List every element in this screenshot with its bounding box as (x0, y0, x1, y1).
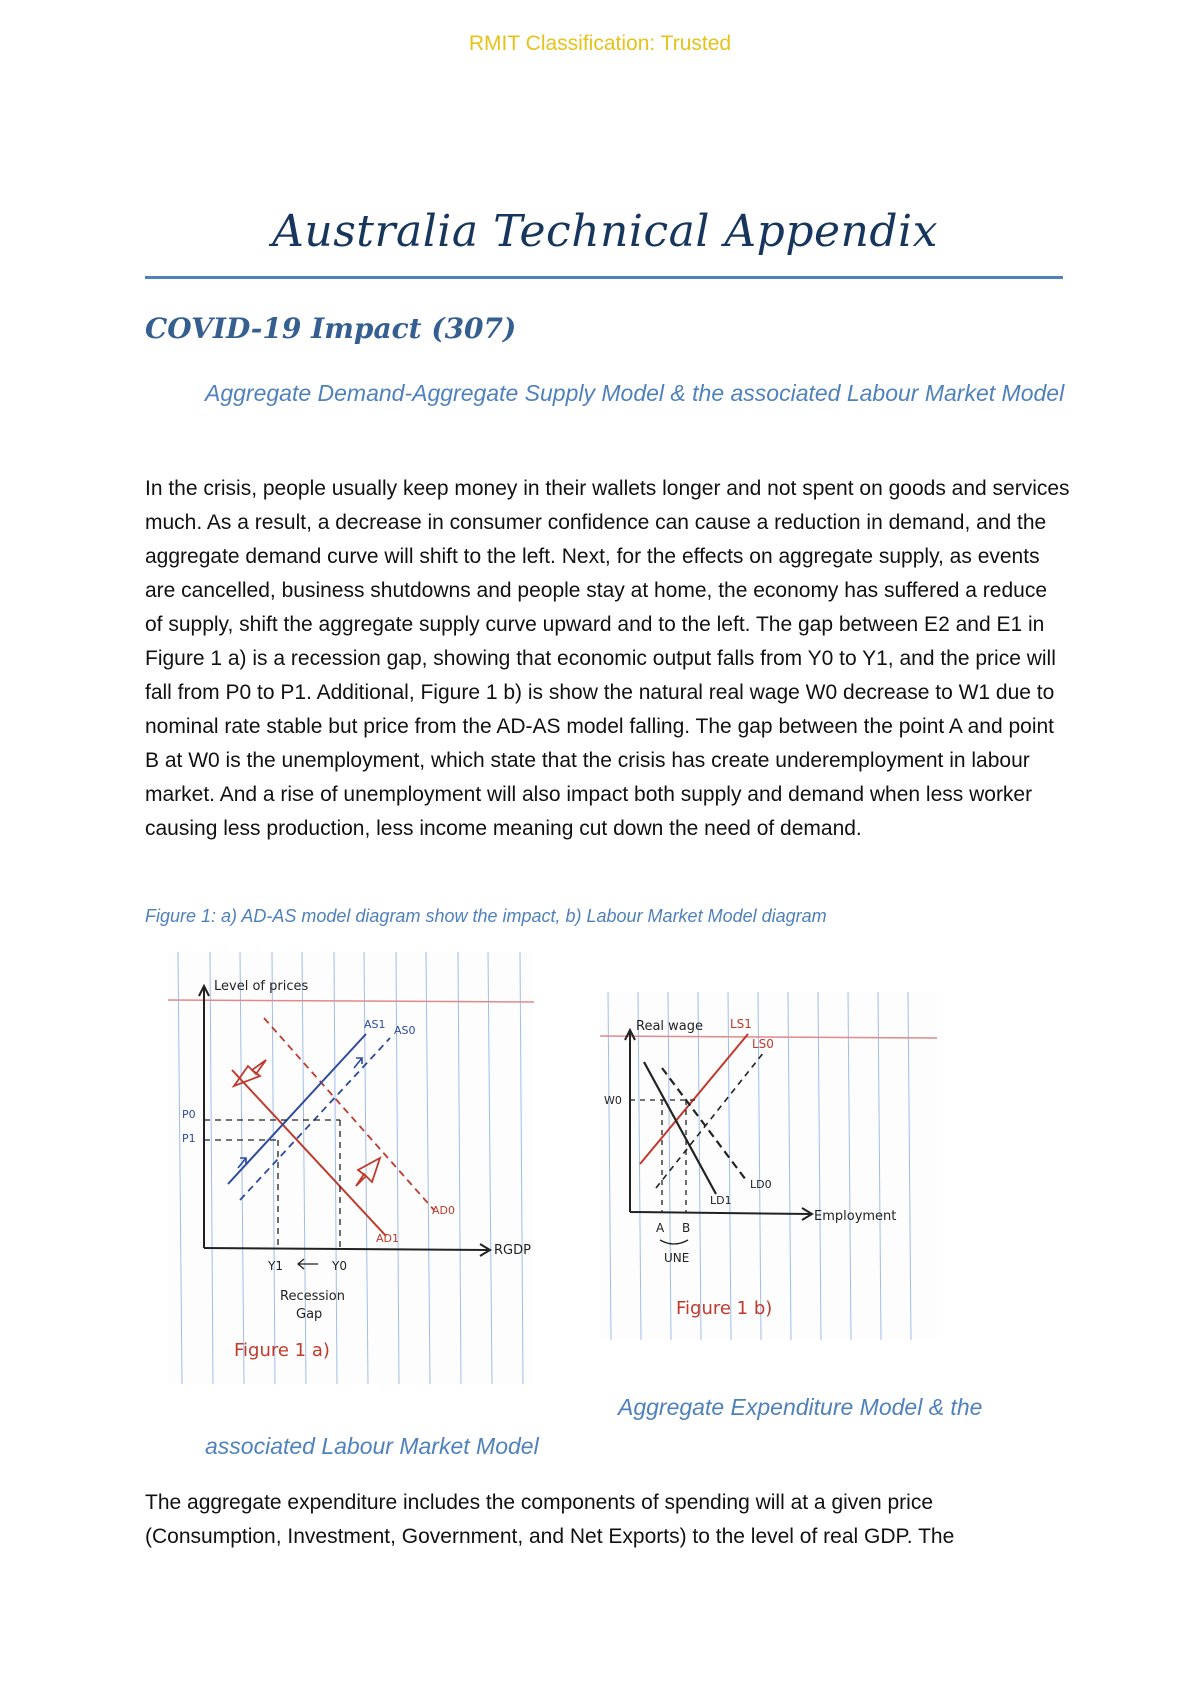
x-axis-label: RGDP (494, 1243, 531, 1258)
figure-1b-label: Figure 1 b) (676, 1298, 773, 1319)
figure-1a-ad-as-diagram (168, 952, 534, 1384)
ld0-curve (662, 1068, 746, 1180)
ls1-curve (640, 1034, 748, 1164)
y-axis-label: Real wage (636, 1019, 704, 1034)
ld0-label: LD0 (750, 1178, 772, 1191)
x-axis (204, 1248, 488, 1250)
ld1-label: LD1 (710, 1194, 732, 1207)
y-axis-label: Level of prices (214, 979, 309, 994)
une-label: UNE (664, 1251, 690, 1265)
ls0-label: LS0 (752, 1037, 774, 1051)
as0-label: AS0 (394, 1024, 416, 1037)
section-heading: COVID-19 Impact (307) (145, 312, 517, 345)
margin-line (168, 1000, 534, 1002)
figure-caption: Figure 1: a) AD-AS model diagram show the impact, b) Labour Market Model diagram (145, 906, 827, 926)
w0-tick: W0 (604, 1094, 622, 1107)
a-tick: A (656, 1221, 665, 1235)
ld1-curve (644, 1062, 716, 1194)
ruled-lines (178, 952, 523, 1384)
figure-1b-svg (600, 992, 937, 1340)
ad0-curve (264, 1018, 434, 1210)
body-paragraph-2: The aggregate expenditure includes the components of spending will at a given price (Consumption, Investment, Government, and Net Exports) to the level of real GDP. The (145, 1491, 955, 1548)
document-title: Australia Technical Appendix (272, 206, 938, 257)
title-underline (145, 276, 1063, 279)
ls1-label: LS1 (730, 1017, 752, 1031)
figure-1a-label: Figure 1 a) (234, 1340, 330, 1361)
figure-1a-svg (168, 952, 534, 1384)
ls0-curve (656, 1052, 764, 1188)
figure-1b-labour-market-diagram (600, 992, 937, 1340)
subsection-heading-ae-line2: associated Labour Market Model (205, 1433, 539, 1459)
y0-tick: Y0 (332, 1259, 347, 1273)
subsection-heading-ae-line1: Aggregate Expenditure Model & the (618, 1394, 983, 1420)
guide-lines (204, 1120, 340, 1248)
p1-tick: P1 (182, 1132, 196, 1145)
p0-tick: P0 (182, 1108, 196, 1121)
ad0-label: AD0 (432, 1204, 455, 1217)
guide-lines (630, 1100, 700, 1212)
classification-label: RMIT Classification: Trusted (468, 32, 732, 55)
x-axis-label: Employment (814, 1209, 897, 1224)
body-paragraph-1: In the crisis, people usually keep money in their wallets longer and not spent on goods and services much. As a result, a decrease in consumer confidence can cause a reduction in demand, and the aggregate demand curve will shift to the left. Next, for the effects on aggregate supply, as events are cancelled, business shutdowns and people stay at home, the economy has suffered a reduce of supply, shift the aggregate supply curve upward and to the left. The gap between E2 and E1 in Figure 1 a) is a recession gap, showing that economic output falls from Y0 to Y1, and the price will fall from P0 to P1. Additional, Figure 1 b) is show the natural real wage W0 decrease to W1 due to nominal rate stable but price from the AD-AS model falling. The gap between the point A and point B at W0 is the unemployment, which state that the crisis has create underemployment in labour market. And a rise of unemployment will also impact both supply and demand when less worker causing less production, less income meaning cut down the need of demand. (145, 477, 1070, 840)
b-tick: B (682, 1221, 691, 1235)
recession-gap-label-1: Recession (280, 1289, 345, 1304)
ad1-label: AD1 (376, 1232, 399, 1245)
as1-label: AS1 (364, 1018, 386, 1031)
y1-tick: Y1 (268, 1259, 283, 1273)
recession-gap-label-2: Gap (296, 1307, 323, 1322)
x-axis (630, 1212, 810, 1214)
shift-arrows (234, 1060, 380, 1186)
une-brace (660, 1240, 688, 1244)
subsection-heading-ad-as: Aggregate Demand-Aggregate Supply Model & the associated Labour Market Model (205, 380, 1065, 406)
